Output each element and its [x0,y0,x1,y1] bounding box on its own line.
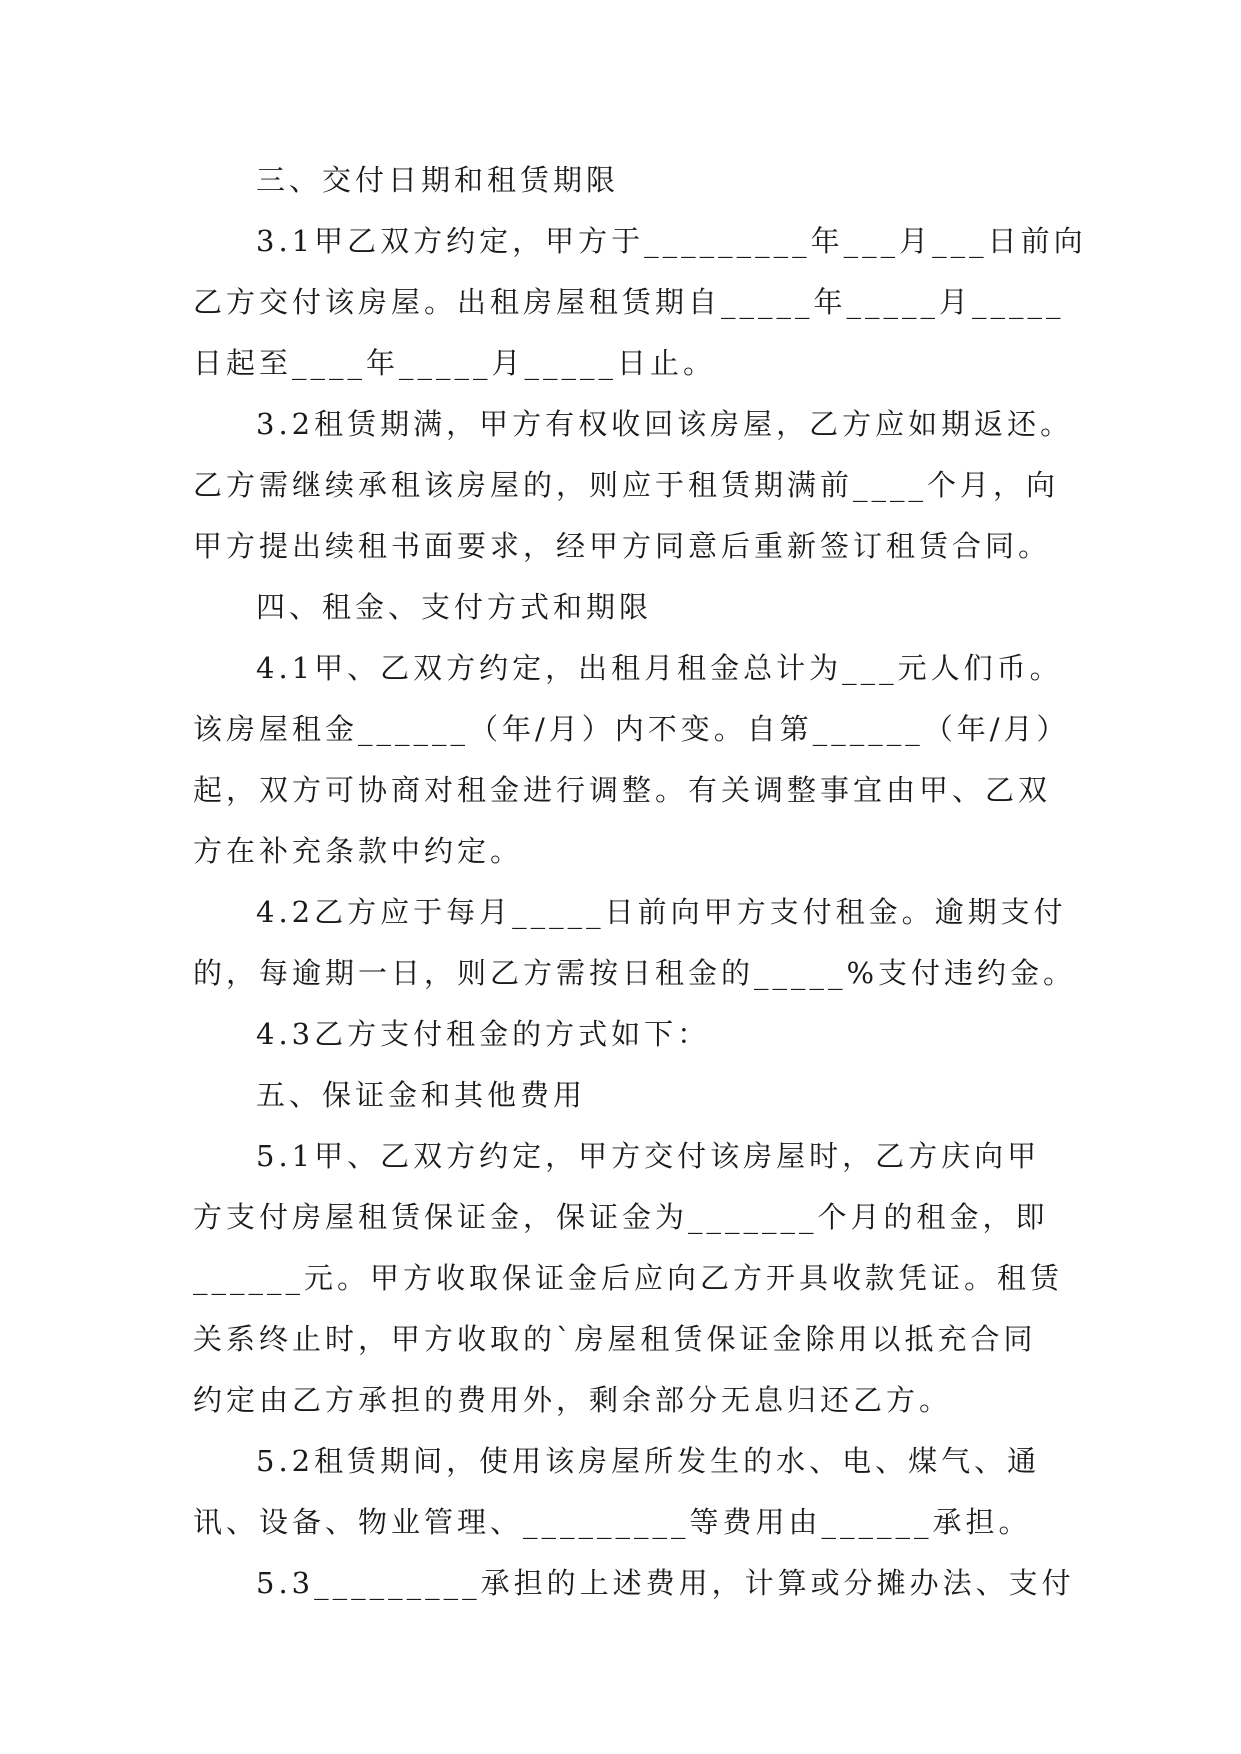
document-page [193,150,1087,1614]
paragraph-start-line: 四、租金、支付方式和期限 [256,590,653,624]
paragraph-line: ______元。甲方收取保证金后应向乙方开具收款凭证。租赁 [193,1261,1064,1295]
paragraph-start-line: 3.2租赁期满，甲方有权收回该房屋，乙方应如期返还。 [256,407,1074,441]
paragraph-start-line: 5.3_________承担的上述费用，计算或分摊办法、支付 [256,1566,1075,1600]
paragraph-line: 关系终止时，甲方收取的`房屋租赁保证金除用以抵充合同 [193,1322,1037,1356]
paragraph-start-line: 三、交付日期和租赁期限 [256,163,620,197]
paragraph-line: 约定由乙方承担的费用外，剩余部分无息归还乙方。 [193,1383,953,1417]
paragraph-start-line: 4.1甲、乙双方约定，出租月租金总计为___元人们币。 [256,651,1063,685]
paragraph-line: 该房屋租金______（年/月）内不变。自第______（年/月） [193,712,1070,746]
paragraph-line: 方支付房屋租赁保证金，保证金为_______个月的租金，即 [193,1200,1049,1234]
paragraph-start-line: 3.1甲乙双方约定，甲方于_________年___月___日前向 [256,224,1087,258]
paragraph-line: 方在补充条款中约定。 [193,834,524,868]
paragraph-start-line: 五、保证金和其他费用 [256,1078,587,1112]
paragraph-line: 乙方交付该房屋。出租房屋租赁期自_____年_____月_____ [193,285,1065,319]
paragraph-line: 起，双方可协商对租金进行调整。有关调整事宜由甲、乙双 [193,773,1052,807]
paragraph-line: 乙方需继续承租该房屋的，则应于租赁期满前____个月，向 [193,468,1060,502]
paragraph-line: 日起至____年_____月_____日止。 [193,346,717,380]
paragraph-line: 的，每逾期一日，则乙方需按日租金的_____%支付违约金。 [193,956,1077,990]
paragraph-line: 讯、设备、物业管理、_________等费用由______承担。 [193,1505,1032,1539]
paragraph-line: 甲方提出续租书面要求，经甲方同意后重新签订租赁合同。 [193,529,1052,563]
paragraph-start-line: 4.3乙方支付租金的方式如下： [256,1017,711,1051]
paragraph-start-line: 5.2租赁期间，使用该房屋所发生的水、电、煤气、通 [256,1444,1041,1478]
paragraph-start-line: 4.2乙方应于每月_____日前向甲方支付租金。逾期支付 [256,895,1067,929]
paragraph-start-line: 5.1甲、乙双方约定，甲方交付该房屋时，乙方庆向甲 [256,1139,1041,1173]
